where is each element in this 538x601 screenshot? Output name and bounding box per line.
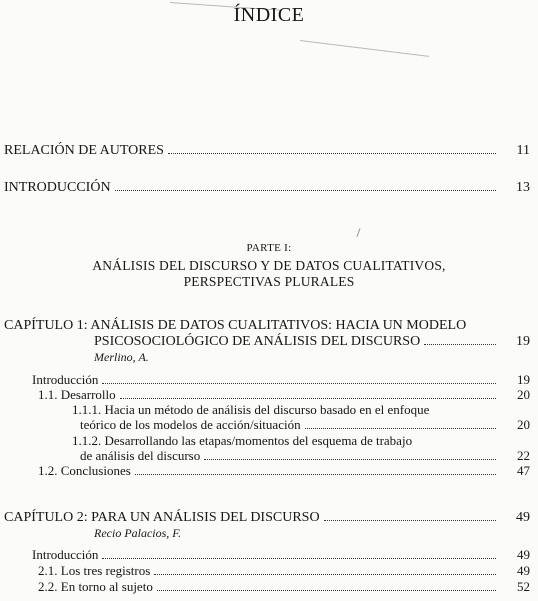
- toc-entry-label: RELACIÓN DE AUTORES: [4, 143, 164, 158]
- toc-page-number: 49: [516, 510, 530, 525]
- toc-page-number: 52: [517, 579, 530, 594]
- chapter-1-title-line2[interactable]: [94, 334, 500, 350]
- toc-entry-line1[interactable]: 1.1.2. Desarrollando las etapas/momentos del esquema de trabajo: [72, 433, 413, 448]
- toc-entry-label: teórico de los modelos de acción/situación: [80, 417, 301, 432]
- toc-entry-label: INTRODUCCIÓN: [4, 180, 111, 195]
- part-title-line2: PERSPECTIVAS PLURALES: [183, 274, 355, 289]
- toc-entry[interactable]: [38, 464, 500, 478]
- toc-page-number: 11: [516, 143, 530, 158]
- toc-entry[interactable]: [38, 564, 500, 578]
- leader-dots: [120, 398, 496, 399]
- part-title-line1: ANÁLISIS DEL DISCURSO Y DE DATOS CUALITATIVOS,: [92, 258, 446, 273]
- leader-dots: [154, 574, 496, 575]
- toc-entry-label: Introducción: [32, 547, 99, 562]
- leader-dots: [157, 590, 496, 591]
- toc-page-number: 19: [517, 372, 530, 387]
- page-title: ÍNDICE: [233, 4, 305, 26]
- toc-entry-label: 1.2. Conclusiones: [38, 463, 131, 478]
- leader-dots: [424, 344, 496, 345]
- chapter-1-title-line1[interactable]: CAPÍTULO 1: ANÁLISIS DE DATOS CUALITATIVOS: HACIA UN MODELO: [4, 318, 467, 333]
- leader-dots: [102, 558, 496, 559]
- toc-page-number: 20: [517, 387, 530, 402]
- toc-page-number: 49: [517, 547, 530, 562]
- toc-page-number: 22: [517, 448, 530, 463]
- toc-entry-label: Introducción: [32, 372, 99, 387]
- scan-mark: [356, 228, 360, 237]
- toc-entry-label: de análisis del discurso: [80, 448, 201, 463]
- toc-entry-label: 2.2. En torno al sujeto: [38, 579, 153, 594]
- leader-dots: [204, 459, 496, 460]
- chapter-2-title[interactable]: [4, 510, 500, 526]
- toc-entry[interactable]: [38, 580, 500, 594]
- toc-entry-line2[interactable]: [80, 418, 500, 432]
- leader-dots: [135, 474, 496, 475]
- leader-dots: [115, 190, 496, 191]
- toc-entry-line2[interactable]: [80, 449, 500, 463]
- toc-entry-label: 1.1. Desarrollo: [38, 387, 116, 402]
- toc-entry[interactable]: [32, 548, 500, 562]
- toc-page-number: 47: [517, 463, 530, 478]
- scan-smudge: [300, 40, 429, 57]
- toc-entry-label: PSICOSOCIOLÓGICO DE ANÁLISIS DEL DISCURSO: [94, 334, 421, 349]
- toc-page-number: 49: [517, 563, 530, 578]
- toc-page-number: 19: [516, 334, 530, 349]
- toc-page-number: 13: [516, 180, 530, 195]
- toc-page-number: 20: [517, 417, 530, 432]
- toc-entry-authors[interactable]: [4, 143, 500, 159]
- toc-entry[interactable]: [32, 373, 500, 387]
- part-label: PARTE I:: [246, 242, 292, 254]
- leader-dots: [305, 428, 496, 429]
- toc-entry-label: CAPÍTULO 2: PARA UN ANÁLISIS DEL DISCURSO: [4, 510, 320, 525]
- leader-dots: [168, 153, 496, 154]
- toc-entry-line1[interactable]: 1.1.1. Hacia un método de análisis del discurso basado en el enfoque: [72, 402, 430, 417]
- chapter-1-author: Merlino, A.: [94, 350, 149, 364]
- toc-entry-label: 2.1. Los tres registros: [38, 563, 151, 578]
- toc-entry[interactable]: [38, 388, 500, 402]
- toc-entry-introduction[interactable]: [4, 180, 500, 196]
- leader-dots: [102, 383, 496, 384]
- leader-dots: [324, 520, 496, 521]
- chapter-2-author: Recio Palacios, F.: [94, 526, 182, 540]
